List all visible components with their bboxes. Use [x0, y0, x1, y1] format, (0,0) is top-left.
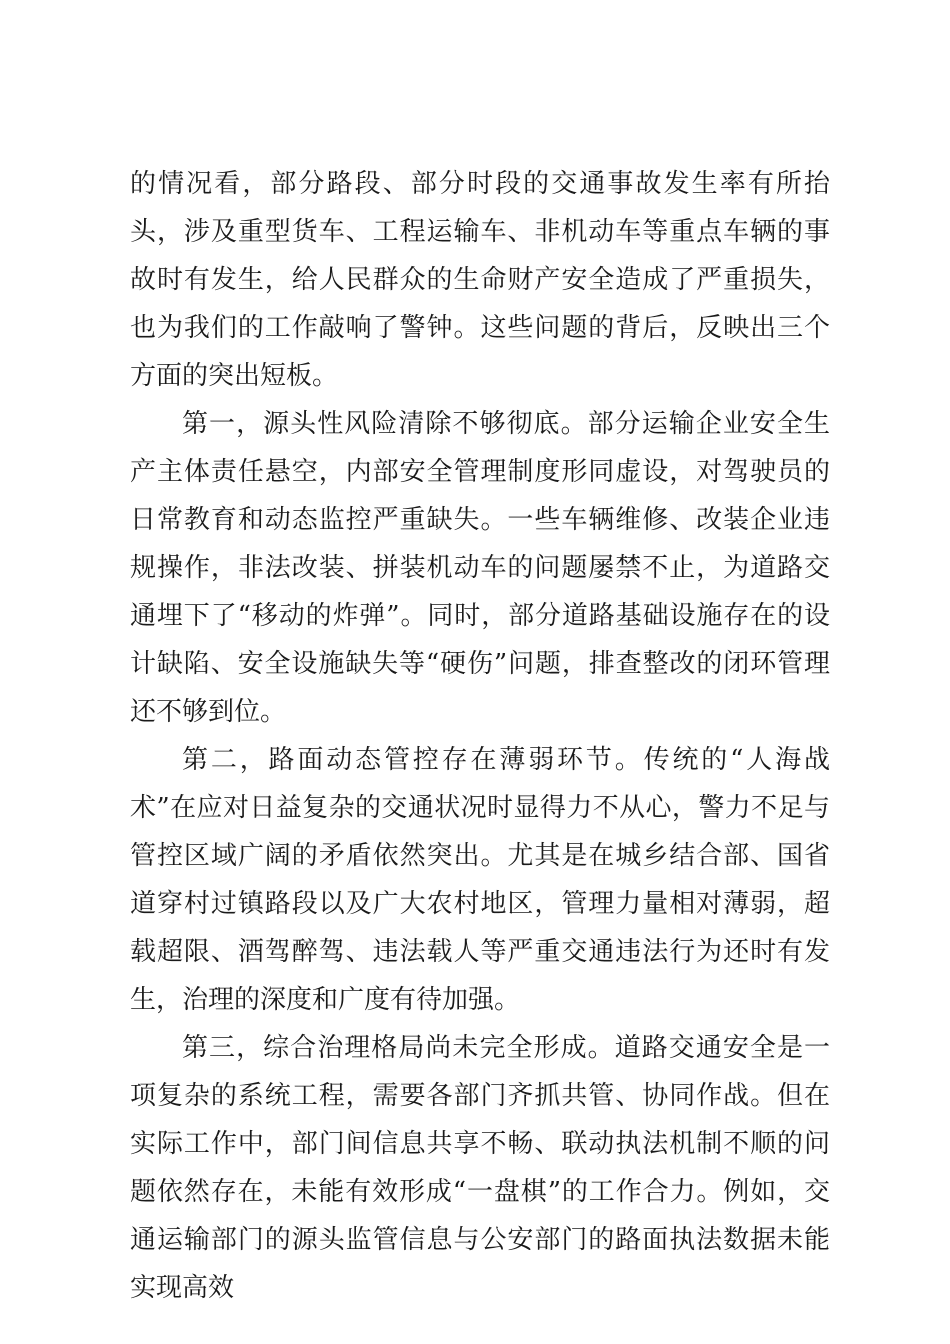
- paragraph-third-point: 第三，综合治理格局尚未完全形成。道路交通安全是一项复杂的系统工程，需要各部门齐抓共管、协同作战。但在实际工作中，部门间信息共享不畅、联动执法机制不顺的问题依然存在，未能有效形成“一盘棋”的工作合力。例如，交通运输部门的源头监管信息与公安部门的路面执法数据未能实现高效: [130, 1033, 830, 1303]
- paragraph-first-point: 第一，源头性风险清除不够彻底。部分运输企业安全生产主体责任悬空，内部安全管理制度形同虚设，对驾驶员的日常教育和动态监控严重缺失。一些车辆维修、改装企业违规操作，非法改装、拼装机动车的问题屡禁不止，为道路交通埋下了“移动的炸弹”。同时，部分道路基础设施存在的设计缺陷、安全设施缺失等“硬伤”问题，排查整改的闭环管理还不够到位。: [130, 409, 830, 727]
- paragraph-continuation: 的情况看，部分路段、部分时段的交通事故发生率有所抬头，涉及重型货车、工程运输车、非机动车等重点车辆的事故时有发生，给人民群众的生命财产安全造成了严重损失，也为我们的工作敲响了警钟。这些问题的背后，反映出三个方面的突出短板。: [130, 169, 830, 391]
- document-body: [130, 160, 830, 1312]
- paragraph-second-point: 第二，路面动态管控存在薄弱环节。传统的“人海战术”在应对日益复杂的交通状况时显得力不从心，警力不足与管控区域广阔的矛盾依然突出。尤其是在城乡结合部、国省道穿村过镇路段以及广大农村地区，管理力量相对薄弱，超载超限、酒驾醉驾、违法载人等严重交通违法行为还时有发生，治理的深度和广度有待加强。: [130, 745, 830, 1015]
